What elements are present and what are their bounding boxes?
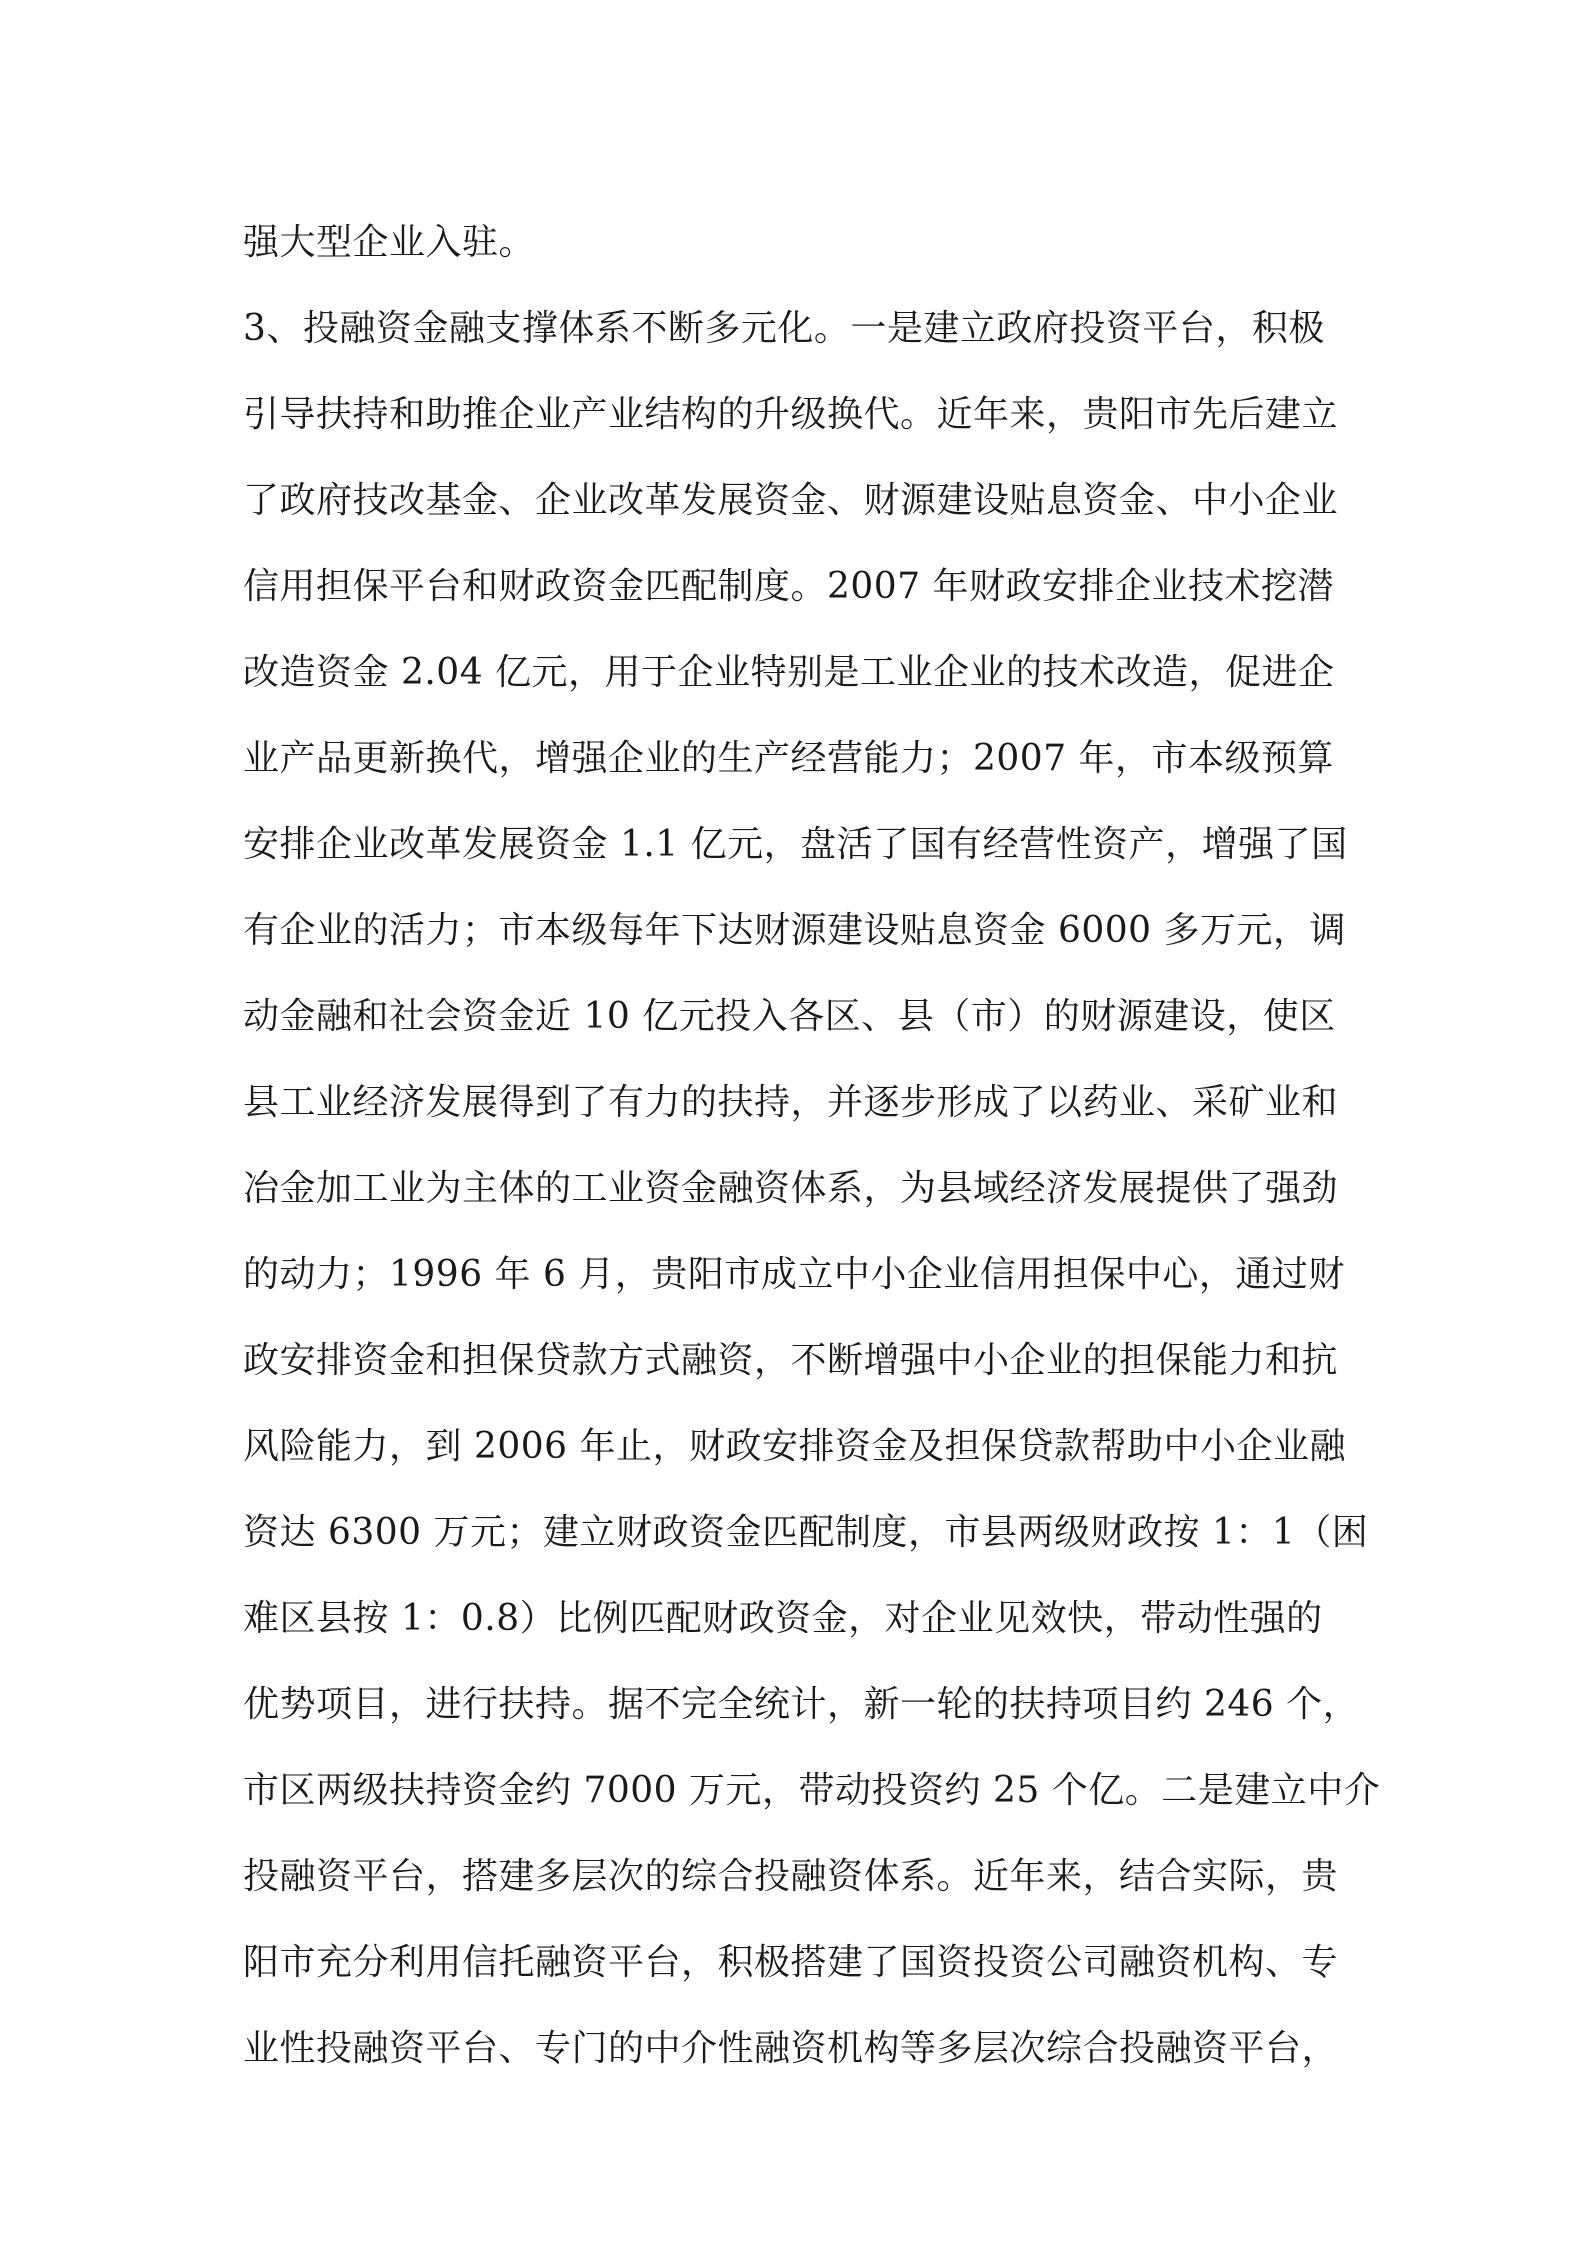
text-line: 风险能力，到 2006 年止，财政安排资金及担保贷款帮助中小企业融 (243, 1426, 1347, 1467)
text-line: 安排企业改革发展资金 1.1 亿元，盘活了国有经营性资产，增强了国 (243, 824, 1348, 865)
text-line: 市区两级扶持资金约 7000 万元，带动投资约 25 个亿。二是建立中介 (243, 1770, 1381, 1811)
text-line: 优势项目，进行扶持。据不完全统计，新一轮的扶持项目约 246 个， (243, 1684, 1360, 1725)
text-line: 3、投融资金融支撑体系不断多元化。一是建立政府投资平台，积极 (243, 308, 1325, 349)
text-line: 资达 6300 万元；建立财政资金匹配制度，市县两级财政按 1：1（困 (243, 1512, 1369, 1553)
text-line: 强大型企业入驻。 (243, 222, 536, 263)
text-line: 难区县按 1：0.8）比例匹配财政资金，对企业见效快，带动性强的 (243, 1598, 1323, 1639)
text-line: 投融资平台，搭建多层次的综合投融资体系。近年来，结合实际，贵 (243, 1856, 1339, 1897)
text-line: 动金融和社会资金近 10 亿元投入各区、县（市）的财源建设，使区 (243, 996, 1336, 1037)
text-line: 业产品更新换代，增强企业的生产经营能力；2007 年，市本级预算 (243, 738, 1335, 779)
text-line: 有企业的活力；市本级每年下达财源建设贴息资金 6000 多万元，调 (243, 910, 1347, 951)
text-line: 了政府技改基金、企业改革发展资金、财源建设贴息资金、中小企业 (243, 480, 1339, 521)
text-line: 的动力；1996 年 6 月，贵阳市成立中小企业信用担保中心，通过财 (243, 1254, 1345, 1295)
text-line: 业性投融资平台、专门的中介性融资机构等多层次综合投融资平台， (243, 2028, 1339, 2069)
body-text (243, 200, 1381, 2092)
text-line: 政安排资金和担保贷款方式融资，不断增强中小企业的担保能力和抗 (243, 1340, 1339, 1381)
text-line: 县工业经济发展得到了有力的扶持，并逐步形成了以药业、采矿业和 (243, 1082, 1339, 1123)
text-line: 阳市充分利用信托融资平台，积极搭建了国资投资公司融资机构、专 (243, 1942, 1339, 1983)
text-line: 冶金加工业为主体的工业资金融资体系，为县域经济发展提供了强劲 (243, 1168, 1339, 1209)
text-line: 引导扶持和助推企业产业结构的升级换代。近年来，贵阳市先后建立 (243, 394, 1339, 435)
text-line: 改造资金 2.04 亿元，用于企业特别是工业企业的技术改造，促进企 (243, 652, 1335, 693)
text-line: 信用担保平台和财政资金匹配制度。2007 年财政安排企业技术挖潜 (243, 566, 1335, 607)
